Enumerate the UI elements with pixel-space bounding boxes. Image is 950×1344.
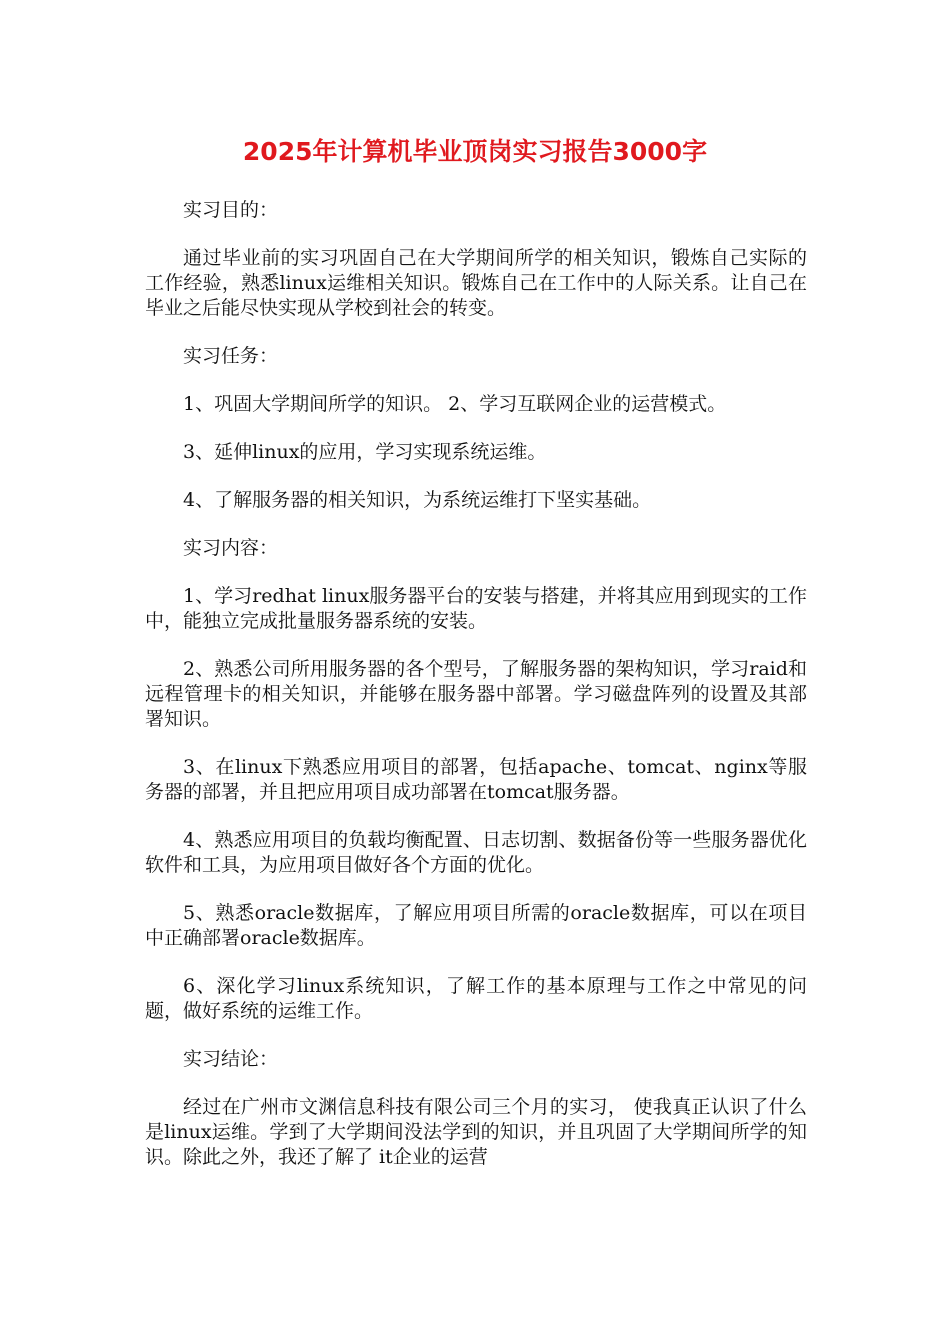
list-item-content-3: 3、在linux下熟悉应用项目的部署，包括apache、tomcat、nginx等服务器的部署，并且把应用项目成功部署在tomcat服务器。: [145, 756, 807, 803]
list-item-content-6: 6、深化学习linux系统知识，了解工作的基本原理与工作之中常见的问题，做好系统的运维工作。: [145, 975, 807, 1022]
list-item-task-4: 4、了解服务器的相关知识，为系统运维打下坚实基础。: [183, 489, 652, 511]
list-item-task-1-2: 1、巩固大学期间所学的知识。 2、学习互联网企业的运营模式。: [183, 393, 727, 415]
document-body: [145, 198, 807, 1193]
paragraph-conclusion: 经过在广州市文渊信息科技有限公司三个月的实习， 使我真正认识了什么是linux运维。学到了大学期间没法学到的知识，并且巩固了大学期间所学的知识。除此之外，我还了解了 it企业的运营: [145, 1096, 807, 1168]
list-item-content-1: 1、学习redhat linux服务器平台的安装与搭建，并将其应用到现实的工作中，能独立完成批量服务器系统的安装。: [145, 585, 807, 632]
document-title: 2025年计算机毕业顶岗实习报告3000字: [242, 137, 708, 166]
list-item-task-3: 3、延伸linux的应用，学习实现系统运维。: [183, 441, 547, 463]
paragraph-purpose: 通过毕业前的实习巩固自己在大学期间所学的相关知识，锻炼自己实际的工作经验，熟悉linux运维相关知识。锻炼自己在工作中的人际关系。让自己在毕业之后能尽快实现从学校到社会的转变。: [145, 247, 807, 319]
list-item-content-4: 4、熟悉应用项目的负载均衡配置、日志切割、数据备份等一些服务器优化软件和工具，为应用项目做好各个方面的优化。: [145, 829, 807, 876]
heading-content: 实习内容：: [183, 537, 279, 559]
heading-conclusion: 实习结论：: [183, 1048, 279, 1070]
heading-tasks: 实习任务：: [183, 345, 279, 367]
heading-purpose: 实习目的：: [183, 199, 279, 221]
list-item-content-5: 5、熟悉oracle数据库，了解应用项目所需的oracle数据库，可以在项目中正确部署oracle数据库。: [145, 902, 807, 949]
list-item-content-2: 2、熟悉公司所用服务器的各个型号，了解服务器的架构知识，学习raid和远程管理卡的相关知识，并能够在服务器中部署。学习磁盘阵列的设置及其部署知识。: [145, 658, 807, 730]
